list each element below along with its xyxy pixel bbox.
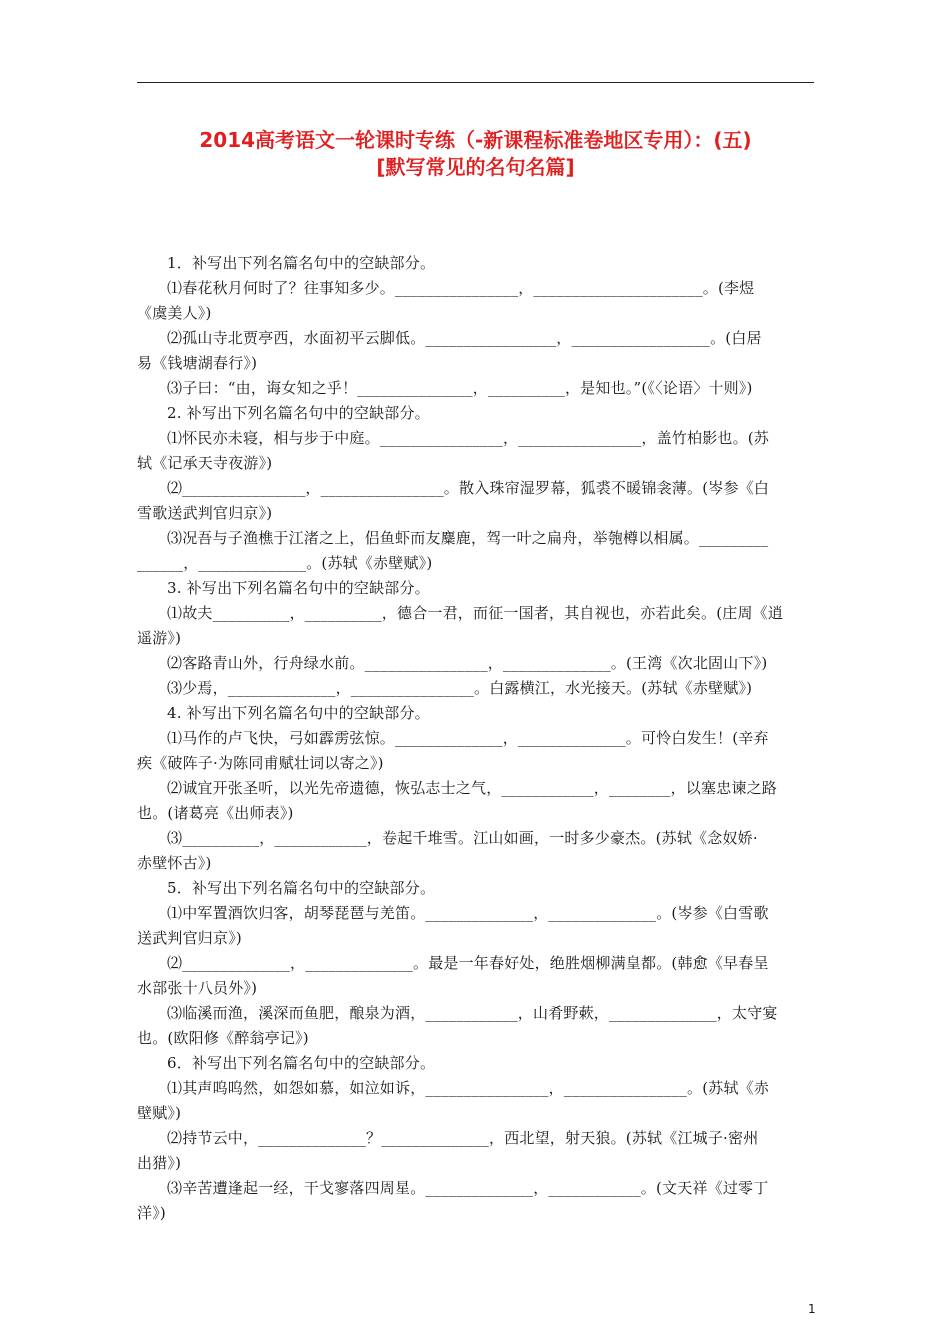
text-line: 水部张十八员外》) [137, 979, 258, 997]
text-line: ⑵诚宜开张圣听，以光先帝遗德，恢弘志士之气，____________，________，以塞忠谏之路 [167, 779, 778, 797]
text-line: 3. 补写出下列名篇名句中的空缺部分。 [167, 579, 430, 597]
text-line: 壁赋》) [137, 1104, 182, 1122]
text-line: 送武判官归京》) [137, 929, 242, 947]
text-line: 易《钱塘湖春行》) [137, 354, 258, 372]
text-line: ⑴故夫__________，__________，德合一君，而征一国者，其自视也，亦若此矣。(庄周《逍 [167, 604, 784, 622]
document-title-line-1: 2014高考语文一轮课时专练（-新课程标准卷地区专用）：(五) [199, 128, 752, 152]
text-line: ⑶临溪而渔，溪深而鱼肥，酿泉为酒，____________，山肴野蔌，______________，太守宴 [167, 1004, 778, 1022]
text-line: 赤壁怀古》) [137, 854, 212, 872]
text-line: ⑴中军置酒饮归客，胡琴琵琶与羌笛。______________，______________。(岑参《白雪歌 [167, 904, 769, 922]
text-line: 2. 补写出下列名篇名句中的空缺部分。 [167, 404, 430, 422]
text-line: 洋》) [137, 1204, 166, 1222]
text-line: ⑶子曰：“由，诲女知之乎！_______________，__________，是知也。”(《〈论语〉十则》) [167, 379, 753, 397]
document-body [137, 251, 814, 1226]
text-line: ⑴春花秋月何时了？往事知多少。________________，______________________。(李煜 [167, 279, 755, 297]
text-line: 6．补写出下列名篇名句中的空缺部分。 [167, 1054, 436, 1072]
page-number: 1 [808, 1302, 816, 1316]
text-line: ⑶况吾与子渔樵于江渚之上，侣鱼虾而友麋鹿，驾一叶之扁舟，举匏樽以相属。_________ [167, 529, 769, 547]
text-line: ______，______________。(苏轼《赤壁赋》) [137, 554, 433, 572]
text-line: ⑶辛苦遭逢起一经，干戈寥落四周星。______________，____________。(文天祥《过零丁 [167, 1179, 769, 1197]
text-line: 轼《记承天寺夜游》) [137, 454, 273, 472]
text-line: 也。(诸葛亮《出师表》) [137, 804, 294, 822]
top-rule [137, 82, 814, 83]
text-line: 4. 补写出下列名篇名句中的空缺部分。 [167, 704, 430, 722]
text-line: ⑵孤山寺北贾亭西，水面初平云脚低。_________________，__________________。(白居 [167, 329, 762, 347]
text-line: ⑴怀民亦未寝，相与步于中庭。________________，________________，盖竹柏影也。(苏 [167, 429, 770, 447]
text-line: 遥游》) [137, 629, 182, 647]
text-line: ⑵持节云中，______________？______________，西北望，射天狼。(苏轼《江城子·密州 [167, 1129, 759, 1147]
text-line: ⑵______________，______________。最是一年春好处，绝胜烟柳满皇都。(韩愈《早春呈 [167, 954, 769, 972]
text-line: 5．补写出下列名篇名句中的空缺部分。 [167, 879, 436, 897]
text-line: 1．补写出下列名篇名句中的空缺部分。 [167, 254, 436, 272]
text-line: ⑴其声呜呜然，如怨如慕，如泣如诉，________________，________________。(苏轼《赤 [167, 1079, 770, 1097]
text-line: ⑵________________，________________。散入珠帘湿罗幕，狐裘不暖锦衾薄。(岑参《白 [167, 479, 770, 497]
text-line: ⑵客路青山外，行舟绿水前。________________，______________。(王湾《次北固山下》) [167, 654, 768, 672]
text-line: 疾《破阵子·为陈同甫赋壮词以寄之》) [137, 754, 384, 772]
text-line: 雪歌送武判官归京》) [137, 504, 273, 522]
text-line: 出猎》) [137, 1154, 182, 1172]
text-line: 《虞美人》) [137, 304, 212, 322]
text-line: ⑶__________，____________，卷起千堆雪。江山如画，一时多少豪杰。(苏轼《念奴娇· [167, 829, 758, 847]
document-title-line-2: [默写常见的名句名篇] [376, 155, 575, 179]
text-line: ⑶少焉，______________，________________。白露横江，水光接天。(苏轼《赤壁赋》) [167, 679, 753, 697]
text-line: 也。(欧阳修《醉翁亭记》) [137, 1029, 309, 1047]
text-line: ⑴马作的卢飞快，弓如霹雳弦惊。______________，______________。可怜白发生！(辛弃 [167, 729, 769, 747]
